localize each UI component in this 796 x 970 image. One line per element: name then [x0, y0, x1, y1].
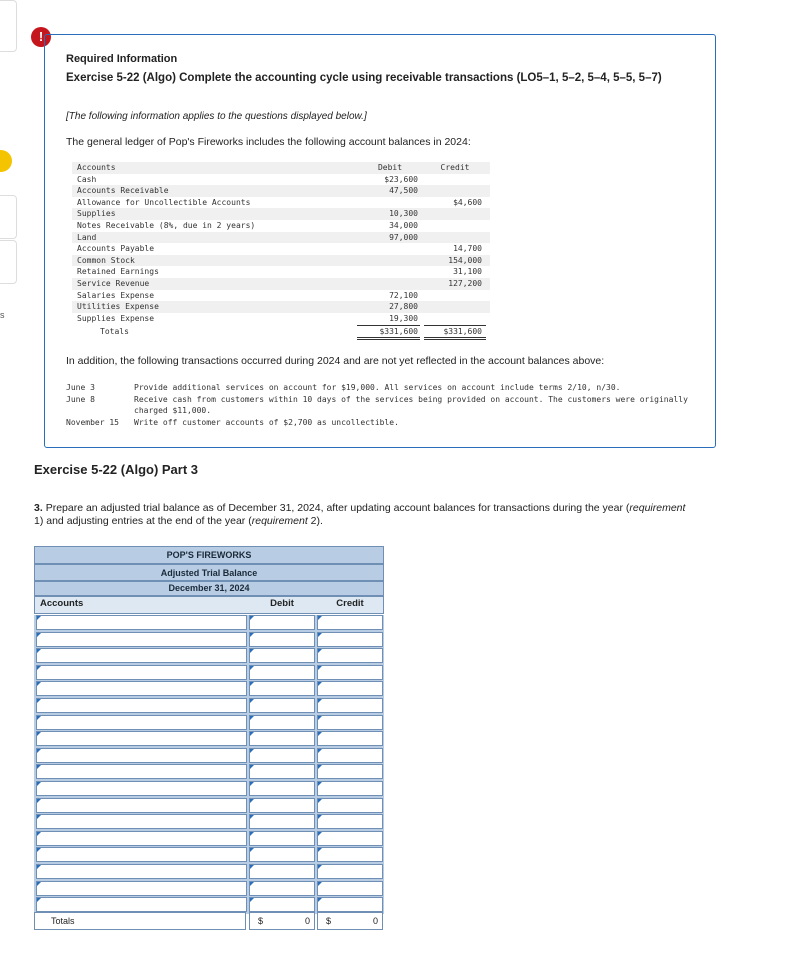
tb-col-accounts: Accounts	[40, 598, 84, 609]
credit-input[interactable]	[317, 648, 383, 663]
ledger-row	[72, 243, 490, 255]
credit-input[interactable]	[317, 814, 383, 829]
ledger-account-name: Land	[77, 232, 97, 242]
ledger-totals-row	[72, 326, 490, 338]
account-select[interactable]	[36, 698, 247, 713]
account-select[interactable]	[36, 764, 247, 779]
ledger-totals-credit: $331,600	[443, 327, 482, 337]
gutter-indicator-dot	[0, 150, 12, 172]
transaction-description: Write off customer accounts of $2,700 as uncollectible.	[134, 417, 399, 427]
ledger-totals-label: Totals	[100, 327, 129, 337]
transaction-date: November 15	[66, 417, 119, 427]
ledger-row	[72, 278, 490, 290]
ledger-account-name: Supplies	[77, 209, 116, 219]
debit-currency: $	[258, 916, 264, 926]
ledger-row	[72, 313, 490, 325]
ledger-debit-value: 19,300	[389, 313, 418, 323]
credit-input[interactable]	[317, 681, 383, 696]
account-select[interactable]	[36, 881, 247, 896]
requirement-italic-b: requirement	[251, 515, 308, 527]
account-select[interactable]	[36, 632, 247, 647]
credit-currency: $	[326, 916, 332, 926]
credit-input[interactable]	[317, 897, 383, 912]
ledger-credit-value: 127,200	[448, 278, 482, 288]
account-select[interactable]	[36, 731, 247, 746]
debit-input[interactable]	[249, 847, 315, 862]
requirement-text-b: 1) and adjusting entries at the end of the year (	[34, 515, 252, 527]
alert-icon: !	[31, 27, 51, 47]
transaction-date: June 8	[66, 394, 95, 404]
tb-row	[34, 632, 384, 649]
tb-debit-total	[249, 912, 315, 930]
debit-input[interactable]	[249, 632, 315, 647]
tb-row	[34, 731, 384, 748]
debit-input[interactable]	[249, 781, 315, 796]
ledger-debit-value: 47,500	[389, 186, 418, 196]
credit-input[interactable]	[317, 632, 383, 647]
ledger-row	[72, 232, 490, 244]
credit-input[interactable]	[317, 715, 383, 730]
tb-row	[34, 847, 384, 864]
tb-row	[34, 615, 384, 632]
debit-input[interactable]	[249, 814, 315, 829]
ledger-debit-value: 97,000	[389, 232, 418, 242]
ledger-account-name: Service Revenue	[77, 278, 150, 288]
account-select[interactable]	[36, 748, 247, 763]
tb-row	[34, 781, 384, 798]
ledger-col-debit: Debit	[377, 163, 403, 172]
account-select[interactable]	[36, 798, 247, 813]
debit-input[interactable]	[249, 764, 315, 779]
account-select[interactable]	[36, 615, 247, 630]
ledger-credit-value: 31,100	[453, 267, 482, 277]
left-gutter	[0, 0, 18, 970]
ledger-row	[72, 185, 490, 197]
requirement-italic-a: requirement	[629, 502, 686, 514]
ledger-credit-value: 154,000	[448, 255, 482, 265]
ledger-row	[72, 301, 490, 313]
debit-input[interactable]	[249, 648, 315, 663]
transaction-date: June 3	[66, 383, 95, 392]
ledger-row	[72, 255, 490, 267]
debit-input[interactable]	[249, 681, 315, 696]
account-select[interactable]	[36, 831, 247, 846]
gutter-panel	[0, 240, 17, 284]
account-select[interactable]	[36, 847, 247, 862]
account-select[interactable]	[36, 814, 247, 829]
tb-row	[34, 715, 384, 732]
account-select[interactable]	[36, 897, 247, 912]
transaction-description: Provide additional services on account for $19,000. All services on account include terms 2/10, n/30.	[134, 383, 621, 392]
debit-input[interactable]	[249, 615, 315, 630]
ledger-account-name: Salaries Expense	[77, 290, 155, 300]
credit-input[interactable]	[317, 731, 383, 746]
debit-input[interactable]	[249, 864, 315, 879]
ledger-account-name: Supplies Expense	[77, 313, 155, 323]
applies-note: [The following information applies to the questions displayed below.]	[66, 111, 367, 122]
tb-col-debit: Debit	[270, 598, 294, 609]
gutter-panel	[0, 195, 17, 239]
debit-input[interactable]	[249, 831, 315, 846]
ledger-col-credit: Credit	[440, 163, 470, 172]
ledger-account-name: Retained Earnings	[77, 267, 159, 277]
tb-credit-total	[317, 912, 383, 930]
ledger-intro: The general ledger of Pop's Fireworks includes the following account balances in 2024:	[66, 136, 471, 148]
tb-row	[34, 864, 384, 881]
credit-input[interactable]	[317, 864, 383, 879]
ledger-account-name: Allowance for Uncollectible Accounts	[77, 197, 251, 207]
exercise-title: Exercise 5-22 (Algo) Complete the accounting cycle using receivable transactions (LO5–1, 5–2, 5–4, 5–5, 5–7)	[66, 72, 662, 84]
tb-row	[34, 881, 384, 898]
debit-input[interactable]	[249, 665, 315, 680]
transactions-list	[66, 382, 696, 428]
ledger-row	[72, 290, 490, 302]
ledger-row	[72, 220, 490, 232]
tb-totals-row	[34, 912, 384, 930]
ledger-debit-value: 10,300	[389, 209, 418, 219]
credit-total-value: 0	[372, 916, 378, 926]
ledger-credit-value: 14,700	[453, 244, 482, 254]
ledger-row	[72, 208, 490, 220]
tb-col-credit: Credit	[336, 598, 364, 609]
requirement-text	[34, 502, 694, 528]
credit-input[interactable]	[317, 665, 383, 680]
part-title: Exercise 5-22 (Algo) Part 3	[34, 462, 199, 477]
credit-input[interactable]	[317, 698, 383, 713]
transaction-row	[66, 417, 696, 429]
credit-input[interactable]	[317, 748, 383, 763]
ledger-debit-value: 34,000	[389, 220, 418, 230]
credit-input[interactable]	[317, 881, 383, 896]
tb-row	[34, 698, 384, 715]
debit-input[interactable]	[249, 715, 315, 730]
ledger-account-name: Accounts Receivable	[77, 186, 169, 196]
credit-input[interactable]	[317, 831, 383, 846]
debit-input[interactable]	[249, 698, 315, 713]
tb-row	[34, 665, 384, 682]
account-select[interactable]	[36, 715, 247, 730]
account-select[interactable]	[36, 681, 247, 696]
credit-input[interactable]	[317, 764, 383, 779]
ledger-row	[72, 197, 490, 209]
tb-row	[34, 748, 384, 765]
credit-input[interactable]	[317, 847, 383, 862]
ledger-debit-value: 72,100	[389, 290, 418, 300]
ledger-row	[72, 266, 490, 278]
transactions-intro: In addition, the following transactions occurred during 2024 and are not yet reflected in the account balances above:	[66, 355, 605, 367]
debit-total-value: 0	[304, 916, 310, 926]
ledger-account-name: Accounts Payable	[77, 244, 155, 254]
credit-input[interactable]	[317, 615, 383, 630]
general-ledger-table	[72, 162, 490, 338]
ledger-totals-debit: $331,600	[379, 327, 418, 337]
tb-row	[34, 814, 384, 831]
gutter-label: s	[0, 310, 5, 320]
ledger-row	[72, 174, 490, 186]
requirement-text-c: 2).	[307, 515, 323, 527]
ledger-account-name: Common Stock	[77, 255, 135, 265]
ledger-account-name: Utilities Expense	[77, 302, 159, 312]
requirement-number: 3.	[34, 502, 43, 514]
tb-row	[34, 764, 384, 781]
debit-input[interactable]	[249, 897, 315, 912]
tb-totals-label: Totals	[34, 912, 246, 930]
requirement-text-a: Prepare an adjusted trial balance as of December 31, 2024, after updating account balances for transactions during the year (	[45, 502, 630, 514]
tb-company-name: POP'S FIREWORKS	[34, 546, 384, 564]
ledger-col-accounts: Accounts	[77, 163, 116, 172]
transaction-row	[66, 394, 696, 417]
tb-date: December 31, 2024	[34, 581, 384, 596]
required-information-heading: Required Information	[66, 53, 178, 65]
tb-row	[34, 648, 384, 665]
transaction-row	[66, 382, 696, 394]
tb-row	[34, 831, 384, 848]
ledger-header	[72, 162, 490, 174]
account-select[interactable]	[36, 781, 247, 796]
tb-title: Adjusted Trial Balance	[34, 564, 384, 581]
debit-input[interactable]	[249, 881, 315, 896]
ledger-debit-value: $23,600	[384, 174, 418, 184]
account-select[interactable]	[36, 648, 247, 663]
tb-row	[34, 681, 384, 698]
gutter-panel	[0, 0, 17, 52]
debit-input[interactable]	[249, 748, 315, 763]
account-select[interactable]	[36, 665, 247, 680]
transaction-description: Receive cash from customers within 10 days of the services being provided on account. The customers were originally charged $11,000.	[134, 394, 688, 415]
account-select[interactable]	[36, 864, 247, 879]
tb-row	[34, 798, 384, 815]
debit-input[interactable]	[249, 798, 315, 813]
ledger-credit-value: $4,600	[453, 197, 482, 207]
ledger-account-name: Cash	[77, 174, 97, 184]
ledger-debit-value: 27,800	[389, 302, 418, 312]
debit-input[interactable]	[249, 731, 315, 746]
credit-input[interactable]	[317, 798, 383, 813]
ledger-account-name: Notes Receivable (8%, due in 2 years)	[77, 220, 256, 230]
credit-input[interactable]	[317, 781, 383, 796]
